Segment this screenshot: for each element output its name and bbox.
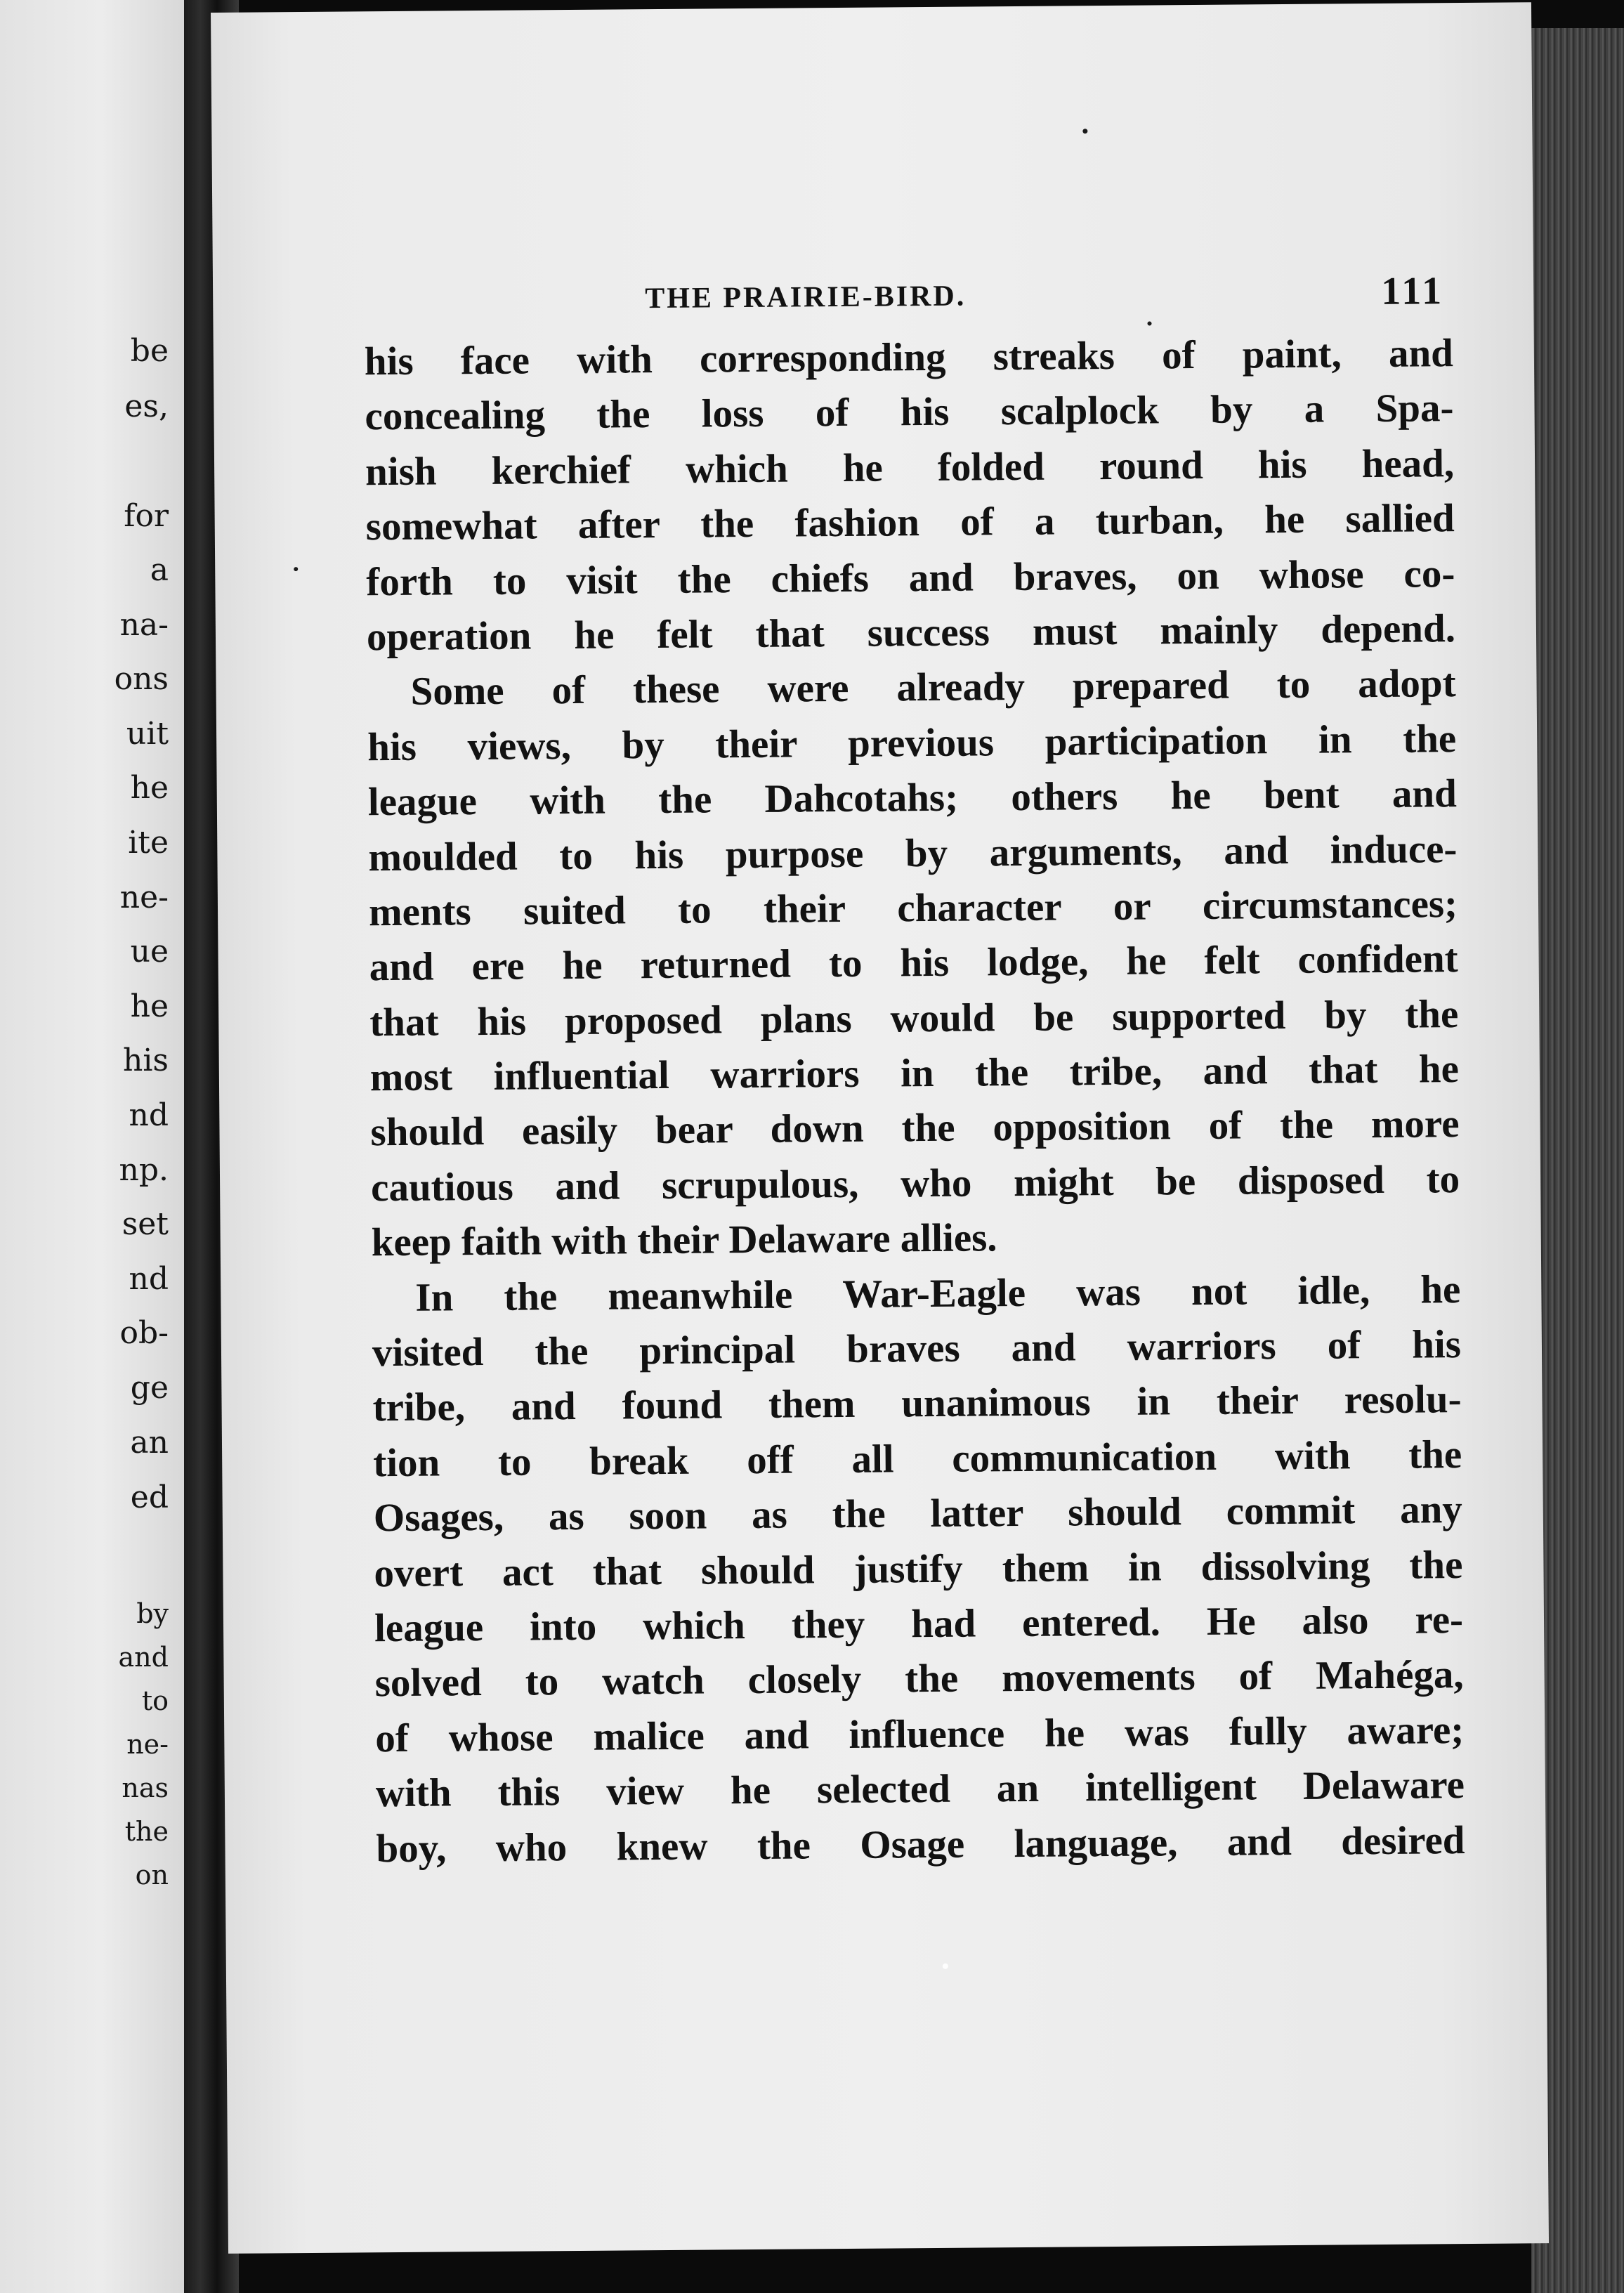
text-line: boy, who knew the Osage language, and desired [376, 1817, 1465, 1871]
text-line: visited the principal braves and warriors of his [372, 1322, 1462, 1376]
paper-speck [294, 567, 298, 571]
left-page-fragment: the [124, 1816, 169, 1847]
left-page-fragment: ge [130, 1370, 169, 1406]
text-line: keep faith with their Delaware allies. [371, 1215, 997, 1265]
text-line: operation he felt that success must mainly depend. [366, 606, 1456, 660]
text-line: should easily bear down the opposition of the more [370, 1102, 1460, 1155]
text-line: ments suited to their character or circumstances; [368, 882, 1458, 935]
text-line: concealing the loss of his scalplock by a Spa- [365, 386, 1454, 439]
left-page-fragment: ob- [119, 1315, 169, 1351]
left-page-fragment: for [124, 498, 169, 534]
text-line: Some of these were already prepared to adopt [410, 661, 1456, 714]
left-page-fragment: an [130, 1425, 169, 1461]
text-line: tribe, and found them unanimous in their resolu- [372, 1377, 1462, 1430]
running-title: THE PRAIRIE-BIRD. [645, 280, 967, 315]
text-line: and ere he returned to his lodge, he felt confident [369, 936, 1458, 990]
left-page-fragment: ons [114, 661, 169, 697]
left-page-fragment: by [136, 1598, 169, 1629]
text-line: solved to watch closely the movements of Mahéga, [374, 1652, 1464, 1706]
text-line: somewhat after the fashion of a turban, he sallied [365, 496, 1455, 549]
left-page-fragment: uit [126, 716, 169, 752]
text-line: with this view he selected an intelligent Delaware [375, 1763, 1465, 1816]
book-page [211, 2, 1549, 2254]
left-page-fragment: he [130, 988, 169, 1024]
left-page-fragment: ue [130, 934, 169, 969]
left-page-fragment: ed [130, 1479, 169, 1515]
left-page-fragment: ne- [126, 1729, 169, 1760]
left-page-fragment: on [135, 1860, 169, 1890]
text-line: league into which they had entered. He also re- [374, 1598, 1464, 1651]
running-head [364, 263, 1453, 334]
text-line: of whose malice and influence he was fully aware; [375, 1707, 1465, 1761]
left-page-fragment: to [141, 1685, 169, 1716]
left-page-fragment: and [118, 1642, 169, 1673]
paper-speck [943, 1964, 948, 1969]
text-line: his face with corresponding streaks of paint, and [364, 331, 1454, 384]
text-line: most influential warriors in the tribe, and that he [369, 1047, 1460, 1100]
left-page-fragment: his [123, 1043, 169, 1078]
text-line: nish kerchief which he folded round his head, [365, 440, 1455, 495]
paper-speck [1082, 129, 1087, 133]
text-line: cautious and scrupulous, who might be disposed to [370, 1156, 1460, 1210]
left-page-fragment: nd [129, 1261, 169, 1297]
left-page-fragment: ite [128, 825, 169, 861]
text-line: tion to break off all communication with the [372, 1432, 1462, 1486]
left-page-fragment: set [122, 1206, 169, 1242]
text-line: league with the Dahcotahs; others he bent and [367, 771, 1458, 825]
text-line: that his proposed plans would be supported by the [369, 991, 1459, 1045]
left-page-fragment: he [130, 770, 169, 806]
text-line: In the meanwhile War-Eagle was not idle, he [415, 1267, 1461, 1320]
body-text [365, 326, 1465, 1876]
left-page-fragment: ne- [119, 880, 169, 915]
left-page-fragment: np. [119, 1152, 169, 1188]
page-number: 111 [1381, 269, 1445, 313]
page-text-block [364, 263, 1465, 1876]
text-line: overt act that should justify them in dissolving the [374, 1542, 1463, 1595]
left-page-fragment: nd [129, 1097, 169, 1133]
text-line: forth to visit the chiefs and braves, on whose co- [366, 551, 1455, 604]
left-page-fragment: na- [119, 607, 169, 643]
text-line: moulded to his purpose by arguments, and induce- [368, 826, 1458, 880]
left-page-fragment: be [130, 333, 169, 369]
text-line: his views, by their previous participation in the [367, 716, 1457, 770]
previous-page-fragment [0, 0, 184, 2293]
left-page-fragment: es, [124, 388, 169, 424]
left-page-fragment: nas [122, 1772, 169, 1803]
left-page-fragment: a [150, 552, 169, 588]
text-line: Osages, as soon as the latter should commit any [373, 1487, 1463, 1541]
